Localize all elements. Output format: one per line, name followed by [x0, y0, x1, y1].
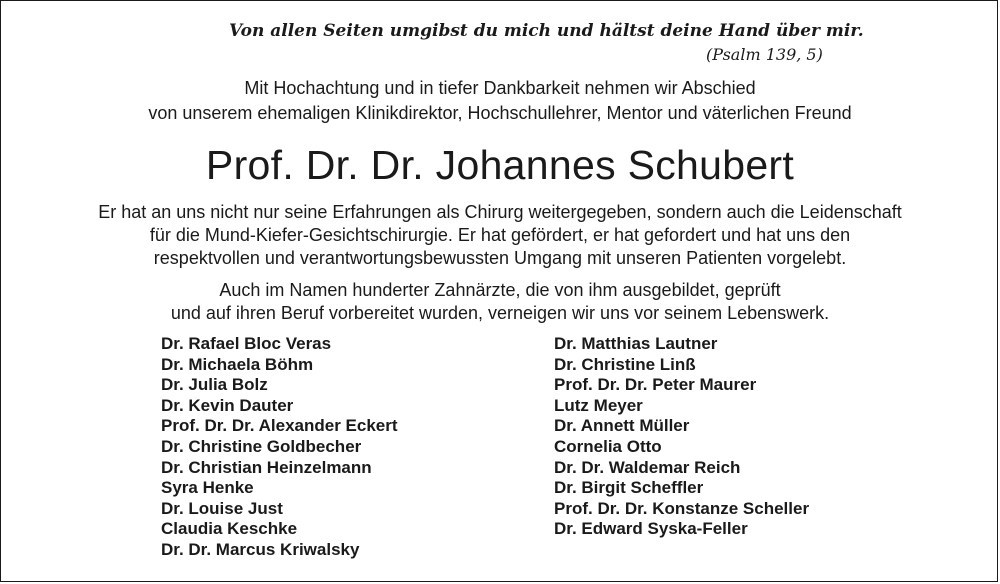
intro-text — [1, 76, 999, 126]
intro-line: von unserem ehemaligen Klinikdirektor, Hochschullehrer, Mentor und väterlichen Freund — [148, 103, 852, 123]
tribute-line: für die Mund-Kiefer-Gesichtschirurgie. Er hat gefördert, er hat gefordert und hat uns den — [149, 225, 851, 245]
tribute-paragraph — [1, 201, 999, 270]
signatory-name: Prof. Dr. Dr. Konstanze Scheller — [554, 498, 810, 518]
signatory-name: Prof. Dr. Dr. Alexander Eckert — [161, 416, 398, 436]
deceased-name: Prof. Dr. Dr. Johannes Schubert — [205, 142, 795, 188]
signatory-name: Dr. Edward Syska-Feller — [554, 519, 748, 539]
signatory-name: Dr. Annett Müller — [554, 416, 690, 436]
signatory-name: Dr. Christine Goldbecher — [161, 436, 362, 456]
closing-line: Auch im Namen hunderter Zahnärzte, die von ihm ausgebildet, geprüft — [219, 280, 781, 300]
signatory-name: Dr. Louise Just — [161, 498, 283, 518]
signatory-name: Syra Henke — [161, 478, 254, 498]
signatories-right-column — [554, 334, 809, 540]
intro-line: Mit Hochachtung und in tiefer Dankbarkeit nehmen wir Abschied — [244, 78, 756, 98]
signatory-name: Lutz Meyer — [554, 395, 643, 415]
signatory-name: Dr. Kevin Dauter — [161, 395, 294, 415]
signatory-name: Prof. Dr. Dr. Peter Maurer — [554, 375, 757, 395]
signatories-left-column — [161, 334, 398, 561]
signatory-name: Dr. Dr. Waldemar Reich — [554, 457, 741, 477]
signatory-name: Dr. Michaela Böhm — [161, 354, 314, 374]
signatory-name: Claudia Keschke — [161, 519, 298, 539]
tribute-line: respektvollen und verantwortungsbewussten Umgang mit unseren Patienten vorgelebt. — [153, 248, 847, 268]
signatory-name: Cornelia Otto — [554, 436, 662, 456]
closing-line: und auf ihren Beruf vorbereitet wurden, verneigen wir uns vor seinem Lebenswerk. — [170, 303, 830, 323]
signatory-name: Dr. Dr. Marcus Kriwalsky — [161, 539, 360, 559]
signatory-name: Dr. Birgit Scheffler — [554, 478, 704, 498]
signatory-name: Dr. Christian Heinzelmann — [161, 457, 372, 477]
verse-reference: (Psalm 139, 5) — [706, 45, 823, 64]
signatory-name: Dr. Rafael Bloc Veras — [161, 334, 332, 353]
signatory-name: Dr. Christine Linß — [554, 354, 696, 374]
tribute-line: Er hat an uns nicht nur seine Erfahrungen als Chirurg weitergegeben, sondern auch die Leidenschaft — [98, 202, 902, 222]
signatory-name: Dr. Matthias Lautner — [554, 334, 718, 353]
bible-verse: Von allen Seiten umgibst du mich und hältst deine Hand über mir. — [229, 21, 864, 41]
closing-paragraph — [1, 279, 999, 325]
signatory-name: Dr. Julia Bolz — [161, 375, 268, 395]
